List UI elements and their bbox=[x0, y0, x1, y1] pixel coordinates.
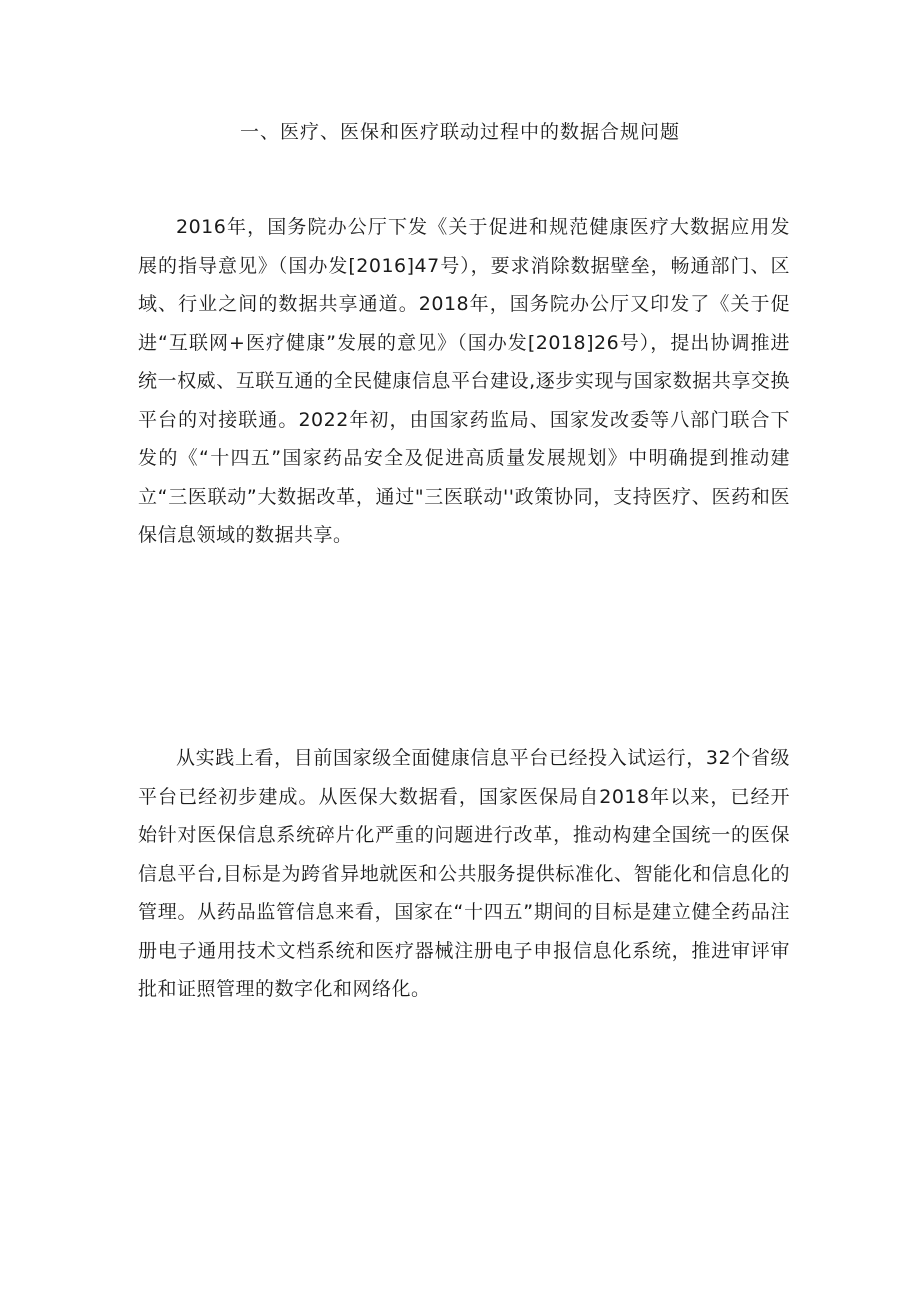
paragraph-practice-status: 从实践上看，目前国家级全面健康信息平台已经投入试运行，32个省级平台已经初步建成。从医保大数据看，国家医保局自2018年以来，已经开始针对医保信息系统碎片化严重的问题进行改革，推动构建全国统一的医保信息平台,目标是为跨省异地就医和公共服务提供标准化、智能化和信息化的管理。从药品监管信息来看，国家在“十四五”期间的目标是建立健全药品注册电子通用技术文档系统和医疗器械注册电子申报信息化系统，推进审评审批和证照管理的数字化和网络化。 bbox=[138, 747, 790, 1000]
paragraph-policy-background: 2016年，国务院办公厅下发《关于促进和规范健康医疗大数据应用发展的指导意见》（国办发[2016]47号），要求消除数据壁垒，畅通部门、区域、行业之间的数据共享通道。2018年，国务院办公厅又印发了《关于促进“互联网+医疗健康”发展的意见》（国办发[2018]26号），提出协调推进统一权威、互联互通的全民健康信息平台建设,逐步实现与国家数据共享交换平台的对接联通。2022年初，由国家药监局、国家发改委等八部门联合下发的《“十四五”国家药品安全及促进高质量发展规划》中明确提到推动建立“三医联动”大数据改革，通过"三医联动''政策协同，支持医疗、医药和医保信息领域的数据共享。 bbox=[138, 216, 790, 546]
section-heading: 一、医疗、医保和医疗联动过程中的数据合规问题 bbox=[239, 121, 680, 143]
